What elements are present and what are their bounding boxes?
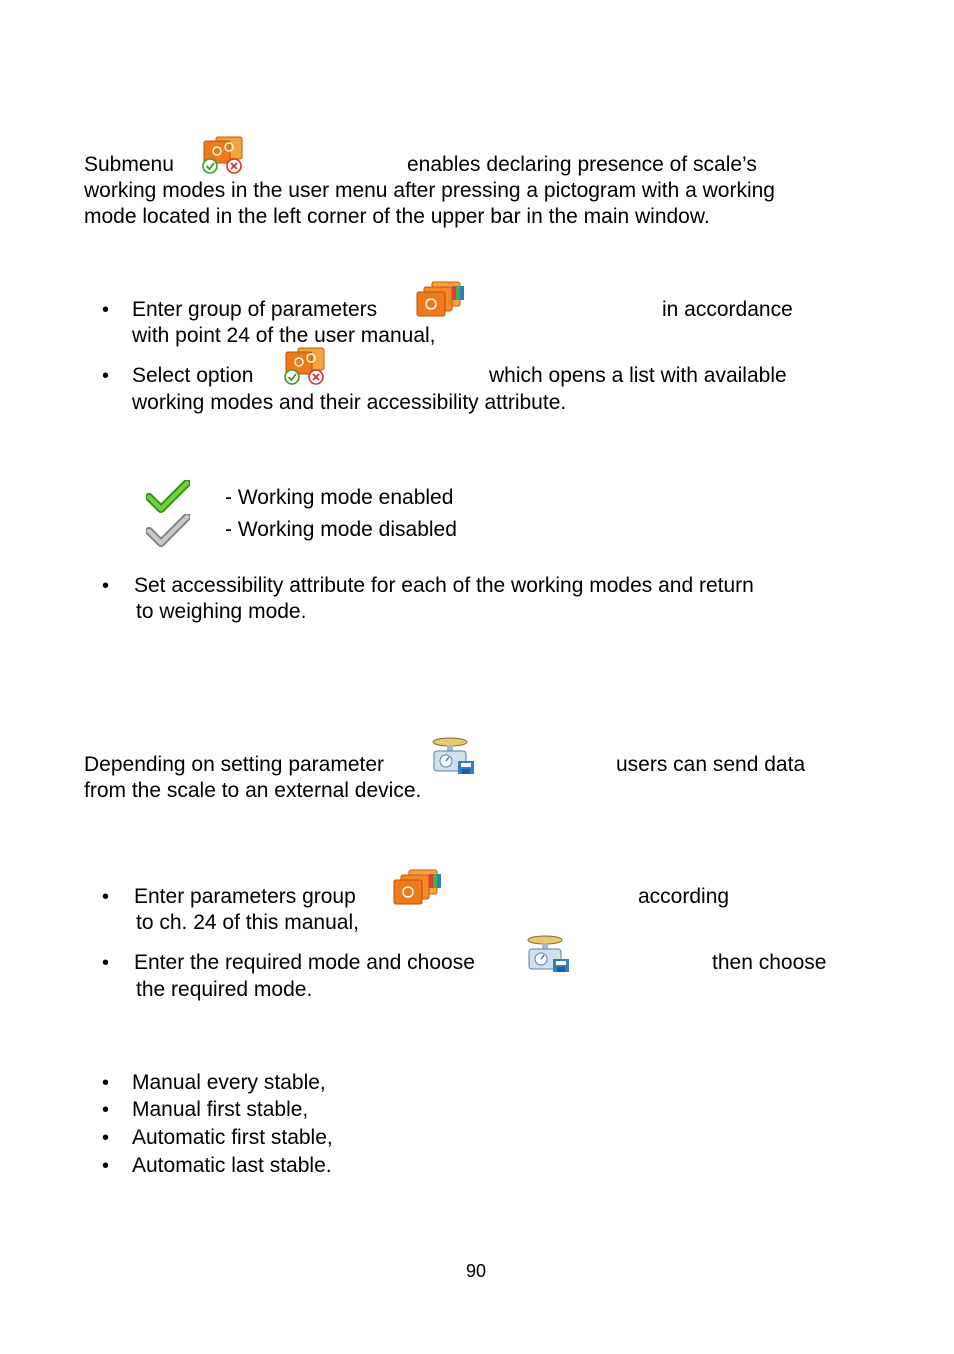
step-text: according bbox=[638, 885, 730, 908]
submenu-label: Submenu bbox=[84, 153, 174, 176]
intro-text-1: enables declaring presence of scale’s bbox=[407, 153, 757, 176]
step-text: with point 24 of the user manual, bbox=[132, 324, 436, 347]
legend-enabled: - Working mode enabled bbox=[225, 486, 454, 509]
step-text: Enter the required mode and choose bbox=[134, 951, 475, 974]
step-text: working modes and their accessibility attribute. bbox=[132, 391, 567, 414]
intro-text-2: working modes in the user menu after pressing a pictogram with a working bbox=[84, 179, 775, 202]
step-text: the required mode. bbox=[136, 978, 313, 1001]
bullet: • bbox=[102, 952, 110, 974]
bullet: • bbox=[102, 1099, 110, 1121]
step-text: Enter group of parameters bbox=[132, 298, 378, 321]
step-text: in accordance bbox=[662, 298, 793, 321]
bullet: • bbox=[102, 365, 110, 387]
bullet: • bbox=[102, 299, 110, 321]
final-step-2: to weighing mode. bbox=[136, 600, 307, 623]
final-step-1: Set accessibility attribute for each of the working modes and return bbox=[134, 574, 754, 597]
list-item: Automatic last stable. bbox=[132, 1154, 332, 1177]
legend-disabled: - Working mode disabled bbox=[225, 518, 457, 541]
step-text: Select option bbox=[132, 364, 254, 387]
step-text: Enter parameters group bbox=[134, 885, 356, 908]
check-gray-icon bbox=[146, 514, 190, 548]
list-item: Manual first stable, bbox=[132, 1098, 309, 1121]
section2-intro-2: users can send data bbox=[616, 753, 806, 776]
parameters-folder-icon bbox=[393, 868, 443, 908]
scale-data-icon bbox=[521, 935, 571, 973]
bullet: • bbox=[102, 1155, 110, 1177]
section2-intro-1: Depending on setting parameter bbox=[84, 753, 385, 776]
bullet: • bbox=[102, 575, 110, 597]
section2-intro-3: from the scale to an external device. bbox=[84, 779, 422, 802]
scale-data-icon bbox=[426, 737, 476, 775]
step-text: to ch. 24 of this manual, bbox=[136, 911, 359, 934]
list-item: Automatic first stable, bbox=[132, 1126, 333, 1149]
intro-text-3: mode located in the left corner of the upper bar in the main window. bbox=[84, 205, 710, 228]
page-number: 90 bbox=[466, 1261, 487, 1281]
list-item: Manual every stable, bbox=[132, 1071, 326, 1094]
step-text: which opens a list with available bbox=[489, 364, 787, 387]
working-modes-icon bbox=[200, 136, 246, 176]
step-text: then choose bbox=[712, 951, 827, 974]
working-modes-icon bbox=[282, 347, 328, 387]
bullet: • bbox=[102, 886, 110, 908]
check-green-icon bbox=[146, 480, 190, 514]
bullet: • bbox=[102, 1127, 110, 1149]
parameters-folder-icon bbox=[416, 280, 466, 320]
bullet: • bbox=[102, 1072, 110, 1094]
